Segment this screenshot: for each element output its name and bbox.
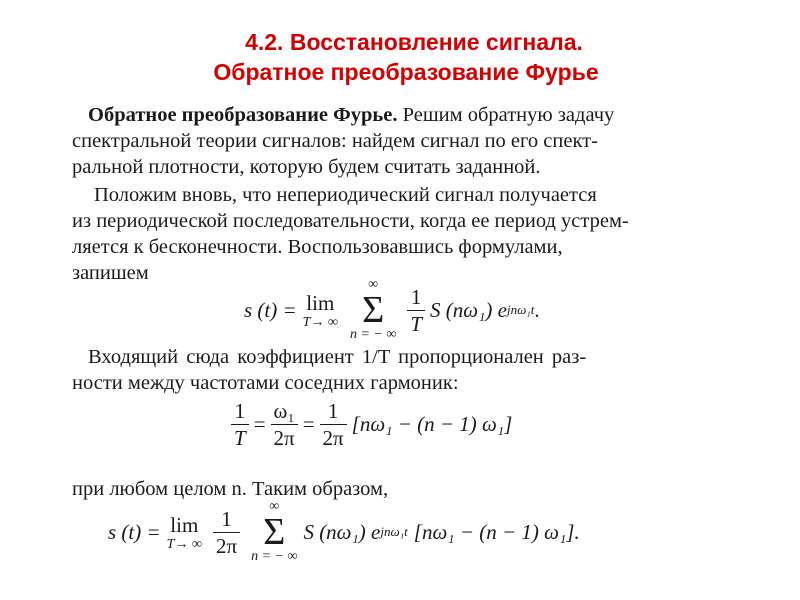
formula3-sum-sign: ∞ Σ n = − ∞ xyxy=(251,499,298,564)
slide-title-line2: Обратное преобразование Фурье xyxy=(213,59,599,85)
formula-frequency-step xyxy=(226,398,512,451)
paragraph1-line1 xyxy=(88,102,614,128)
paragraph1-line3: ральной плотности, которую будем считать заданной. xyxy=(72,156,541,178)
scanned-text-page xyxy=(72,92,777,592)
paragraph1-line1-text: Решим обратную задачу xyxy=(402,104,615,126)
formula1-lhs: s (t) = xyxy=(244,297,297,322)
formula2-fraction3: $\frac{1}{2\pi}$ xyxy=(320,398,347,451)
formula1-exponent: jnω₁t xyxy=(506,302,535,317)
paragraph1-line2: спектральной теории сигналов: найдем сигнал по его спект- xyxy=(72,130,598,152)
paragraph2-line4: запишем xyxy=(72,262,149,284)
formula3-fraction: $\frac{1}{2\pi}$ xyxy=(213,506,240,559)
formula2-bracket: [nω₁ − (n − 1) ω₁] xyxy=(351,412,513,436)
formula1-end: . xyxy=(534,297,540,322)
paragraph3-line2: ности между частотами соседних гармоник: xyxy=(72,372,459,394)
formula3-bracket: [nω₁ − (n − 1) ω₁]. xyxy=(413,519,580,544)
formula3-exponent: jnω₁t xyxy=(380,524,408,539)
paragraph2-line3: ляется к бесконечности. Воспользовавшись формулами, xyxy=(72,236,563,258)
formula-result xyxy=(108,500,580,564)
formula2-equals-b: = xyxy=(302,412,315,436)
paragraph2-line1: Положим вновь, что непериодический сигнал получается xyxy=(94,184,597,206)
formula1-fraction: $\frac{1}{T}$ xyxy=(407,284,425,337)
formula3-term: S (nω₁) e xyxy=(303,519,381,544)
formula2-fraction2: $\frac{\text{ω₁}}{2\pi}$ xyxy=(271,398,298,451)
formula1-sum-sign: ∞ Σ n = − ∞ xyxy=(349,277,397,342)
formula2-equals-a: = xyxy=(253,412,266,436)
formula1-limit: lim T→ ∞ xyxy=(302,291,338,330)
paragraph4-line1: при любом целом n. Таким образом, xyxy=(72,478,389,500)
paragraph2-line2: из периодической последовательности, когда ее период устрем- xyxy=(72,210,629,232)
paragraph3-line1: Входящий сюда коэффициент 1/T пропорционален раз- xyxy=(88,346,587,368)
formula-inverse-sum xyxy=(244,278,540,342)
formula2-fraction1: $\frac{1}{T}$ xyxy=(231,398,249,451)
slide-title-line1: 4.2. Восстановление сигнала. xyxy=(245,29,583,55)
formula3-limit: lim T→ ∞ xyxy=(166,513,202,552)
formula1-term: S (nω₁) e xyxy=(430,297,507,322)
formula3-lhs: s (t) = xyxy=(108,519,161,544)
paragraph1-heading: Обратное преобразование Фурье. xyxy=(88,104,398,126)
